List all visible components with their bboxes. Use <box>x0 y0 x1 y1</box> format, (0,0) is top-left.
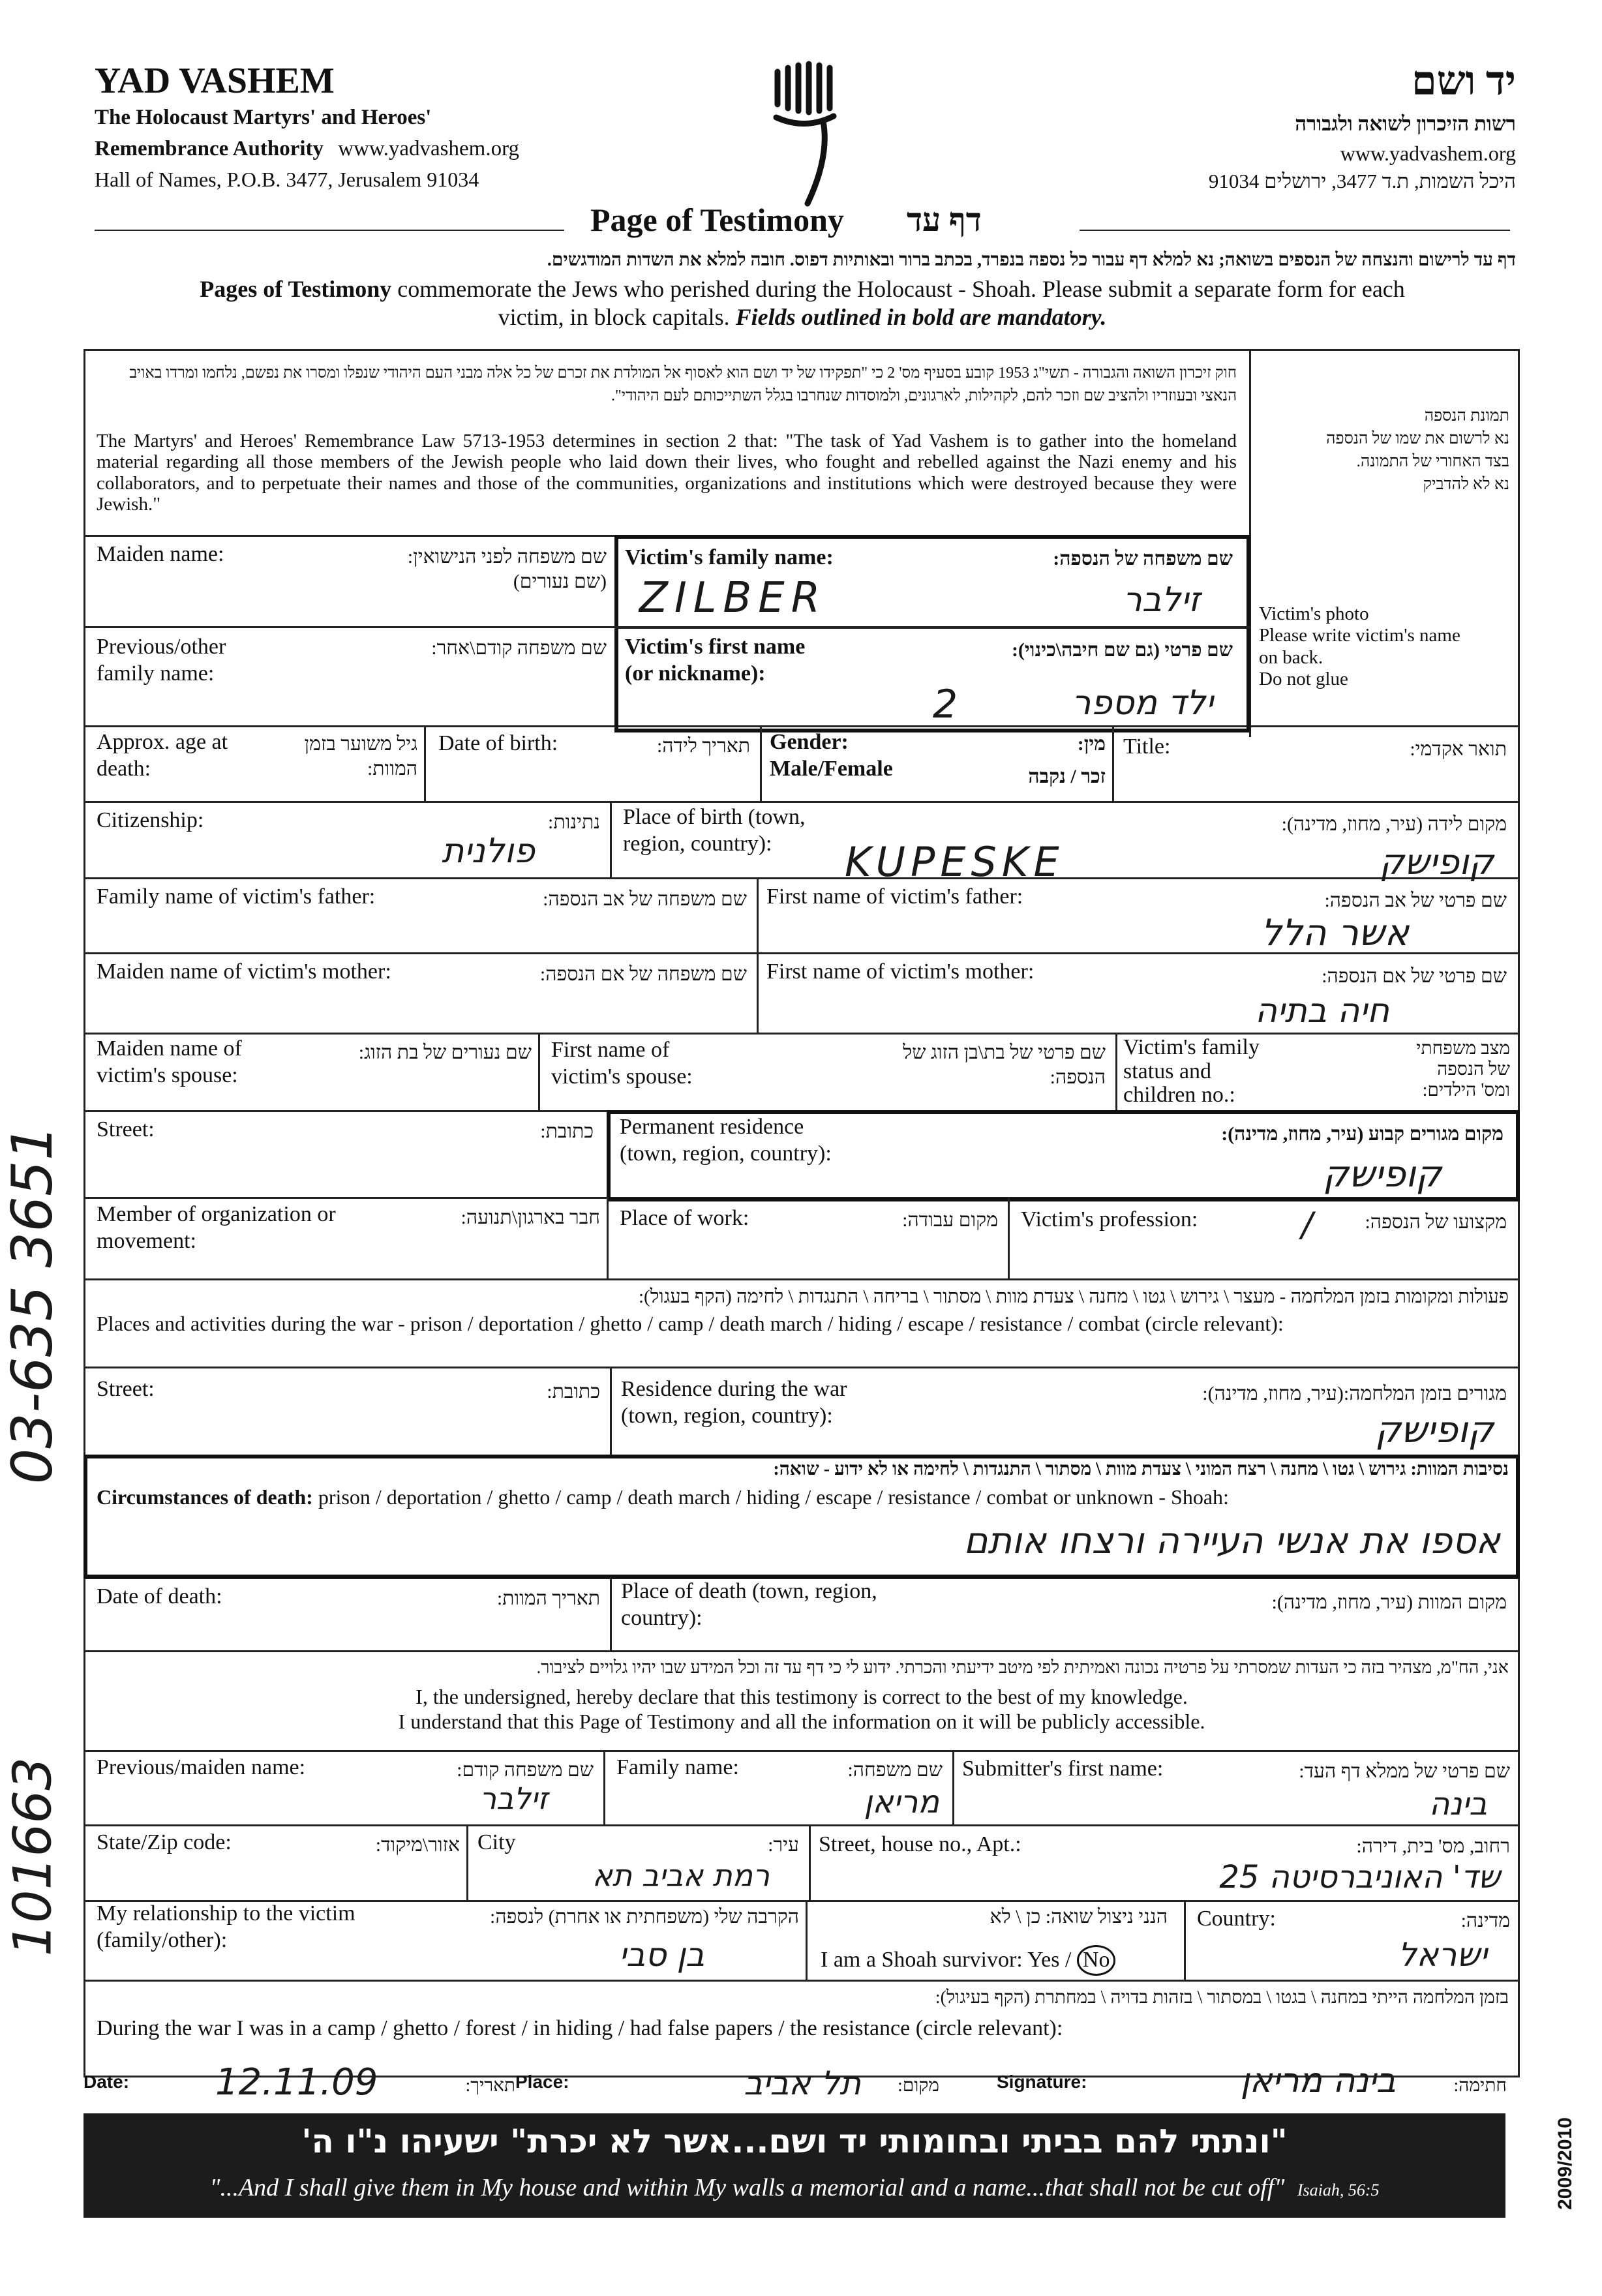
citizenship-label-he: נתינות: <box>548 811 600 833</box>
sub-city-label-he: עיר: <box>768 1834 799 1856</box>
dob-label: Date of birth: <box>438 731 558 755</box>
death-circ-en-bold: Circumstances of death: <box>97 1485 313 1509</box>
form-year: 2009/2010 <box>1554 2117 1576 2210</box>
sub-first-label: Submitter's first name: <box>962 1757 1164 1781</box>
address-en: Hall of Names, P.O.B. 3477, Jerusalem 91034 <box>95 168 479 191</box>
sub-prev-name-value[interactable]: זילבר <box>479 1781 548 1816</box>
org-name-en: YAD VASHEM <box>95 61 335 101</box>
row-line-17 <box>83 1980 1520 1982</box>
col-war-res <box>610 1367 612 1457</box>
photo-he: תמונת הנספה נא לרשום את שמו של הנספה בצד האחורי של התמונה. נא לא להדביק <box>1326 407 1509 493</box>
col-sub-4 <box>809 1824 811 1900</box>
row-line-14 <box>83 1750 1520 1752</box>
death-date-label-he: תאריך המוות: <box>496 1588 600 1609</box>
col-sub-6 <box>1184 1900 1186 1980</box>
during-war-en: During the war I was in a camp / ghetto / forest / in hiding / had false papers / the resistance (circle relevant): <box>97 2016 1063 2040</box>
page-title: Page of Testimony <box>590 202 844 238</box>
spouse-first-label <box>551 1037 693 1091</box>
spouse-maiden-label-1: Maiden name of <box>97 1036 242 1061</box>
col-org <box>607 1197 609 1278</box>
perm-residence-label-he: מקום מגורים קבוע (עיר, מחוז, מדינה): <box>1221 1123 1504 1145</box>
photo-en-1: Victim's photo <box>1259 603 1369 624</box>
col-citizenship <box>610 801 612 877</box>
row-line-13 <box>83 1650 1520 1652</box>
row-line-11 <box>83 1367 1520 1368</box>
col-work <box>1008 1197 1010 1278</box>
sub-relationship-value[interactable]: בן סבי <box>619 1936 704 1974</box>
survivor-no-option[interactable]: No <box>1077 1945 1116 1976</box>
banner-he: "ונתתי להם בביתי ובחומותי יד ושם...אשר לא יכרת" ישעיהו נ"ו ה' <box>301 2122 1288 2160</box>
war-residence-label-2: (town, region, country): <box>621 1403 833 1428</box>
authority-he: רשות הזיכרון לשואה ולגבורה <box>1295 112 1516 135</box>
banner-en-text: "...And I shall give them in My house and within My walls a memorial and a name...that shall not be cut off" <box>209 2174 1285 2201</box>
prev-family-label-he: שם משפחה קודם\אחר: <box>431 637 607 659</box>
mother-first-value[interactable]: חיה בתיה <box>1255 991 1389 1031</box>
title-label-he: תואר אקדמי: <box>1410 738 1507 760</box>
col-sub-3 <box>466 1824 468 1900</box>
birth-place-value-he[interactable]: קופישק <box>1379 841 1494 883</box>
father-first-value[interactable]: אשר הלל <box>1261 912 1409 954</box>
profession-label: Victim's profession: <box>1021 1207 1198 1231</box>
age-label-1: Approx. age at <box>97 730 228 754</box>
father-family-label-he: שם משפחה של אב הנספה: <box>543 888 747 910</box>
sub-family-value[interactable]: מריאן <box>864 1784 939 1820</box>
workplace-label-he: מקום עבודה: <box>902 1209 998 1231</box>
death-circ-value[interactable]: אספו את אנשי העיירה ורצחו אותם <box>963 1520 1500 1562</box>
first-name-label-he: שם פרטי (גם שם חיבה\כינוי): <box>1011 639 1233 661</box>
war-places-en: Places and activities during the war - prison / deportation / ghetto / camp / death march / hiding / escape / resistance / combat (circle relevant): <box>97 1312 1284 1335</box>
col-sub-2 <box>952 1750 954 1824</box>
law-he: חוק זיכרון השואה והגבורה - תשי"ג 1953 קובע בסעיף מס' 2 כי "תפקידו של יד ושם הוא לאסוף אל המולדת את זכרם של כל אלה מבני העם היהודי שנפלו ומסרו את נפשם, נלחמו ומרדו באויב הנאצי ובעוזריו ולהציב שם וזכר להם, לקהילות, לארגונים, ולמוסדות שנחרבו בגלל השתייכותם לעם היהודי". <box>129 365 1237 404</box>
row-line-10 <box>83 1278 1520 1280</box>
org-name-he: יד ושם <box>1411 59 1516 104</box>
place-label: Place: <box>515 2072 569 2092</box>
sub-city-label: City <box>477 1830 516 1854</box>
yad-vashem-logo <box>770 59 841 209</box>
col-dob <box>760 725 762 801</box>
gender-label-2: Male/Female <box>770 756 893 781</box>
declaration-en <box>83 1684 1520 1734</box>
profession-value[interactable]: / <box>1301 1205 1313 1245</box>
street-label-1: Street: <box>97 1117 155 1141</box>
organization-label-1: Member of organization or <box>97 1202 336 1226</box>
father-family-label: Family name of victim's father: <box>97 884 376 909</box>
header-rule-right <box>1080 230 1510 231</box>
perm-residence-label-1: Permanent residence <box>620 1115 804 1139</box>
col-father <box>757 877 759 1033</box>
col-spouse-2 <box>1115 1033 1117 1110</box>
margin-stamp-number: 03-635 3651 <box>0 1125 65 1485</box>
logo-icon <box>770 59 841 209</box>
col-sub-1 <box>603 1750 605 1824</box>
col-sub-5 <box>806 1900 808 1980</box>
place-label-he: מקום: <box>898 2076 939 2096</box>
war-residence-label-he: מגורים בזמן המלחמה:(עיר, מחוז, מדינה): <box>1202 1383 1507 1404</box>
victim-box-divider <box>614 626 1250 629</box>
col-spouse-1 <box>538 1033 540 1110</box>
date-value[interactable]: 12.11.09 <box>215 2061 378 2104</box>
age-label-2: death: <box>97 756 151 781</box>
gender-he-1: מין: <box>1077 733 1106 755</box>
family-status-label-he: מצב משפחתי של הנספה ומס' הילדים: <box>1416 1038 1510 1101</box>
death-date-label: Date of death: <box>97 1584 222 1609</box>
death-place-label-2: country): <box>621 1605 703 1630</box>
intro-en <box>91 275 1513 331</box>
war-places-he: פעולות ומקומות בזמן המלחמה - מעצר \ גירוש \ גטו \ מחנה \ צעדת מוות \ מסתור \ בריחה \ התנגדות \ לחימה (הקף בעגול): <box>639 1286 1509 1307</box>
row-line-7 <box>83 1033 1520 1035</box>
spouse-first-label-1: First name of <box>551 1038 670 1062</box>
perm-residence-value[interactable]: קופישק <box>1323 1153 1442 1196</box>
gender-he-2: זכר / נקבה <box>1028 765 1106 787</box>
page-title-he: דף עד <box>907 202 982 238</box>
mandatory-note: Fields outlined in bold are mandatory. <box>735 304 1107 331</box>
age-label <box>97 729 228 783</box>
first-name-value-he[interactable]: ילד מספר <box>1072 684 1213 723</box>
sub-survivor-he: הנני ניצול שואה: כן \ לא <box>990 1906 1168 1927</box>
title-label: Title: <box>1123 734 1171 759</box>
family-status-label-3: children no.: <box>1123 1083 1235 1108</box>
photo-en-3: on back. <box>1259 646 1323 668</box>
gender-label-he <box>965 732 1106 789</box>
date-label-he: תאריך: <box>465 2076 515 2096</box>
sub-relationship-label-1: My relationship to the victim <box>97 1901 355 1926</box>
header-rule-left <box>95 230 564 231</box>
col-gender <box>1112 725 1114 801</box>
organization-label-he: חבר בארגון\תנועה: <box>461 1207 600 1228</box>
prev-family-label-2: family name: <box>97 661 215 686</box>
death-place-label-he: מקום המוות (עיר, מחוז, מדינה): <box>1271 1592 1507 1613</box>
first-name-label-2: (or nickname): <box>625 661 766 686</box>
birth-place-label <box>623 804 806 858</box>
father-first-label: First name of victim's father: <box>766 884 1023 909</box>
first-name-label-1: Victim's first name <box>625 635 806 659</box>
profession-label-he: מקצועו של הנספה: <box>1365 1211 1507 1233</box>
gender-label <box>770 729 893 783</box>
gender-label-1: Gender: <box>770 730 849 754</box>
prev-family-label <box>97 634 226 687</box>
col-age <box>424 725 426 801</box>
sub-family-label: Family name: <box>616 1755 739 1779</box>
first-name-value[interactable]: 2 <box>933 682 958 727</box>
family-name-label: Victim's family name: <box>625 545 834 569</box>
sub-country-value[interactable]: ישראל <box>1398 1936 1487 1974</box>
spouse-maiden-label <box>97 1036 242 1089</box>
intro-he: דף עד לרישום והנצחה של הנספים בשואה; נא למלא דף עבור כל נספה בנפרד, בכתב ברור ובאותיות דפוס. חובה למלא את השדות המודגשים. <box>547 250 1516 270</box>
intro-en-rest: commemorate the Jews who perished during the Holocaust - Shoah. Please submit a separate form for each <box>391 276 1405 302</box>
signature-value[interactable]: בינה מריאן <box>1240 2061 1396 2100</box>
authority-line2 <box>95 137 519 161</box>
sub-family-label-he: שם משפחה: <box>847 1759 943 1781</box>
birth-place-label-1: Place of birth (town, <box>623 805 806 829</box>
street-label-2: Street: <box>97 1377 155 1401</box>
birth-place-label-he: מקום לידה (עיר, מחוז, מדינה): <box>1281 813 1507 835</box>
sub-street-value[interactable]: שד' האוניברסיטה 25 <box>1219 1859 1500 1896</box>
sub-prev-name-label: Previous/maiden name: <box>97 1755 306 1779</box>
margin-handwritten-number: 101663 <box>2 1757 63 1957</box>
banner-source: Isaiah, 56:5 <box>1297 2181 1380 2199</box>
sub-street-label: Street, house no., Apt.: <box>819 1832 1021 1856</box>
intro-en-bold: Pages of Testimony <box>200 276 392 302</box>
during-war-he: בזמן המלחמה הייתי במחנה \ בגטו \ במסתור \ בזהות בדויה \ במחתרת (הקף בעיגול): <box>935 1987 1509 2008</box>
workplace-label: Place of work: <box>620 1206 749 1230</box>
mother-maiden-label: Maiden name of victim's mother: <box>97 959 391 984</box>
row-line-2 <box>83 626 618 628</box>
photo-en-4: Do not glue <box>1259 669 1348 690</box>
war-residence-label <box>621 1376 847 1430</box>
maiden-name-label: Maiden name: <box>97 542 224 566</box>
perm-residence-label <box>620 1114 832 1168</box>
prev-family-label-1: Previous/other <box>97 635 226 659</box>
sub-relationship-label <box>97 1901 355 1954</box>
street-label-2-he: כתובת: <box>547 1381 600 1402</box>
signature-label-he: חתימה: <box>1453 2076 1507 2096</box>
sub-first-value[interactable]: בינה <box>1428 1786 1487 1822</box>
sub-country-label: Country: <box>1197 1907 1276 1931</box>
sub-relationship-label-he: הקרבה שלי (משפחתית או אחרת) לנספה: <box>490 1906 799 1927</box>
website-he[interactable]: www.yadvashem.org <box>1340 142 1516 165</box>
spouse-maiden-label-2: victim's spouse: <box>97 1063 238 1087</box>
sub-zip-label: State/Zip code: <box>97 1830 232 1854</box>
family-name-value-he[interactable]: זילבר <box>1123 581 1200 620</box>
death-circ-en-rest: prison / deportation / ghetto / camp / death march / hiding / escape / resistance / combat or unknown - Shoah: <box>312 1485 1229 1509</box>
citizenship-label: Citizenship: <box>97 808 204 832</box>
spouse-first-label-he: שם פרטי של בת\בן הזוג של הנספה: <box>903 1042 1106 1088</box>
col-death <box>610 1577 612 1650</box>
birth-place-label-2: region, country): <box>623 831 772 856</box>
war-residence-value[interactable]: קופישק <box>1375 1409 1494 1451</box>
sub-first-label-he: שם פרטי של ממלא דף העד: <box>1299 1760 1510 1782</box>
citizenship-value[interactable]: פולנית <box>442 832 535 871</box>
organization-label-2: movement: <box>97 1228 196 1253</box>
sub-country-label-he: מדינה: <box>1460 1910 1510 1931</box>
sub-street-label-he: רחוב, מס' בית, דירה: <box>1356 1835 1510 1857</box>
sub-zip-label-he: אזור\מיקוד: <box>375 1834 460 1856</box>
law-en: The Martyrs' and Heroes' Remembrance Law 5713-1953 determines in section 2 that: "The task of Yad Vashem is to gather into the homeland material regarding all those members of the Jewish people who laid down their lives, who fought and rebelled against the Nazi enemy and his collaborators, and to perpetuate their names and those of the communities, organizations and institutions which were destroyed because they were Jewish." <box>97 430 1237 515</box>
mother-maiden-label-he: שם משפחה של אם הנספה: <box>539 963 747 985</box>
death-circ-en <box>97 1485 1229 1509</box>
photo-en <box>1259 603 1460 690</box>
birth-place-value[interactable]: KUPESKE <box>845 838 1065 886</box>
spouse-maiden-label-he: שם נעורים של בת הזוג: <box>358 1042 532 1063</box>
place-value[interactable]: תל אביב <box>744 2064 861 2102</box>
dob-label-he: תאריך לידה: <box>656 735 750 757</box>
photo-en-2: Please write victim's name <box>1259 625 1460 646</box>
death-place-label <box>621 1578 877 1632</box>
maiden-name-label-he: שם משפחה לפני הנישואין: (שם נעורים) <box>407 546 607 592</box>
declaration-en-1: I, the undersigned, hereby declare that this testimony is correct to the best of my knowledge. <box>416 1685 1188 1708</box>
death-circ-he: נסיבות המוות: גירוש \ גטו \ מחנה \ רצח המוני \ צעדת מוות \ מסתור \ התנגדות \ לחימה או לא ידוע - שואה: <box>773 1459 1509 1479</box>
family-status-label <box>1123 1036 1260 1108</box>
war-residence-label-1: Residence during the war <box>621 1377 847 1401</box>
first-name-label <box>625 634 805 687</box>
organization-label <box>97 1201 336 1255</box>
signature-label: Signature: <box>997 2072 1087 2092</box>
sub-prev-name-label-he: שם משפחה קודם: <box>457 1759 594 1781</box>
authority-line1: The Holocaust Martyrs' and Heroes' <box>95 106 432 129</box>
perm-residence-label-2: (town, region, country): <box>620 1141 832 1166</box>
age-label-he: גיל משוער בזמן המוות: <box>304 733 417 779</box>
intro-en-line2: victim, in block capitals. <box>498 304 736 331</box>
date-label: Date: <box>83 2072 130 2092</box>
declaration-en-2: I understand that this Page of Testimony and all the information on it will be publicly accessible. <box>398 1710 1205 1734</box>
mother-first-label-he: שם פרטי של אם הנספה: <box>1322 965 1507 987</box>
spouse-first-label-2: victim's spouse: <box>551 1064 693 1089</box>
sub-survivor-en: I am a Shoah survivor: Yes / <box>821 1948 1072 1972</box>
quote-banner <box>83 2113 1505 2218</box>
sub-survivor-label <box>821 1945 1115 1976</box>
authority-name: Remembrance Authority <box>95 137 324 160</box>
family-status-label-1: Victim's family <box>1123 1035 1260 1059</box>
maiden-name-field[interactable] <box>97 574 605 620</box>
death-place-label-1: Place of death (town, region, <box>621 1579 877 1603</box>
mother-first-label: First name of victim's mother: <box>766 959 1035 984</box>
row-line-15 <box>83 1824 1520 1826</box>
declaration-he: אני, הח"מ, מצהיר בזה כי העדות שמסרתי על פרטיה נכונה ואמיתית לפי מיטב ידיעתי והכרתי. ידוע לי כי דף עד זה וכל המידע שבו יהיו גלויים לציבור. <box>536 1657 1509 1677</box>
address-he: היכל השמות, ת.ד 3477, ירושלים 91034 <box>1208 170 1516 192</box>
family-name-label-he: שם משפחה של הנספה: <box>1053 548 1233 569</box>
website-link[interactable]: www.yadvashem.org <box>338 137 519 160</box>
sub-relationship-label-2: (family/other): <box>97 1927 228 1952</box>
banner-en <box>83 2173 1505 2202</box>
sub-city-value[interactable]: רמת אביב תא <box>592 1858 770 1893</box>
family-name-value[interactable]: ZILBER <box>639 574 827 622</box>
row-line-4 <box>83 801 1520 803</box>
family-status-label-2: status and <box>1123 1059 1212 1083</box>
street-label-1-he: כתובת: <box>540 1121 594 1142</box>
father-first-label-he: שם פרטי של אב הנספה: <box>1324 890 1507 911</box>
